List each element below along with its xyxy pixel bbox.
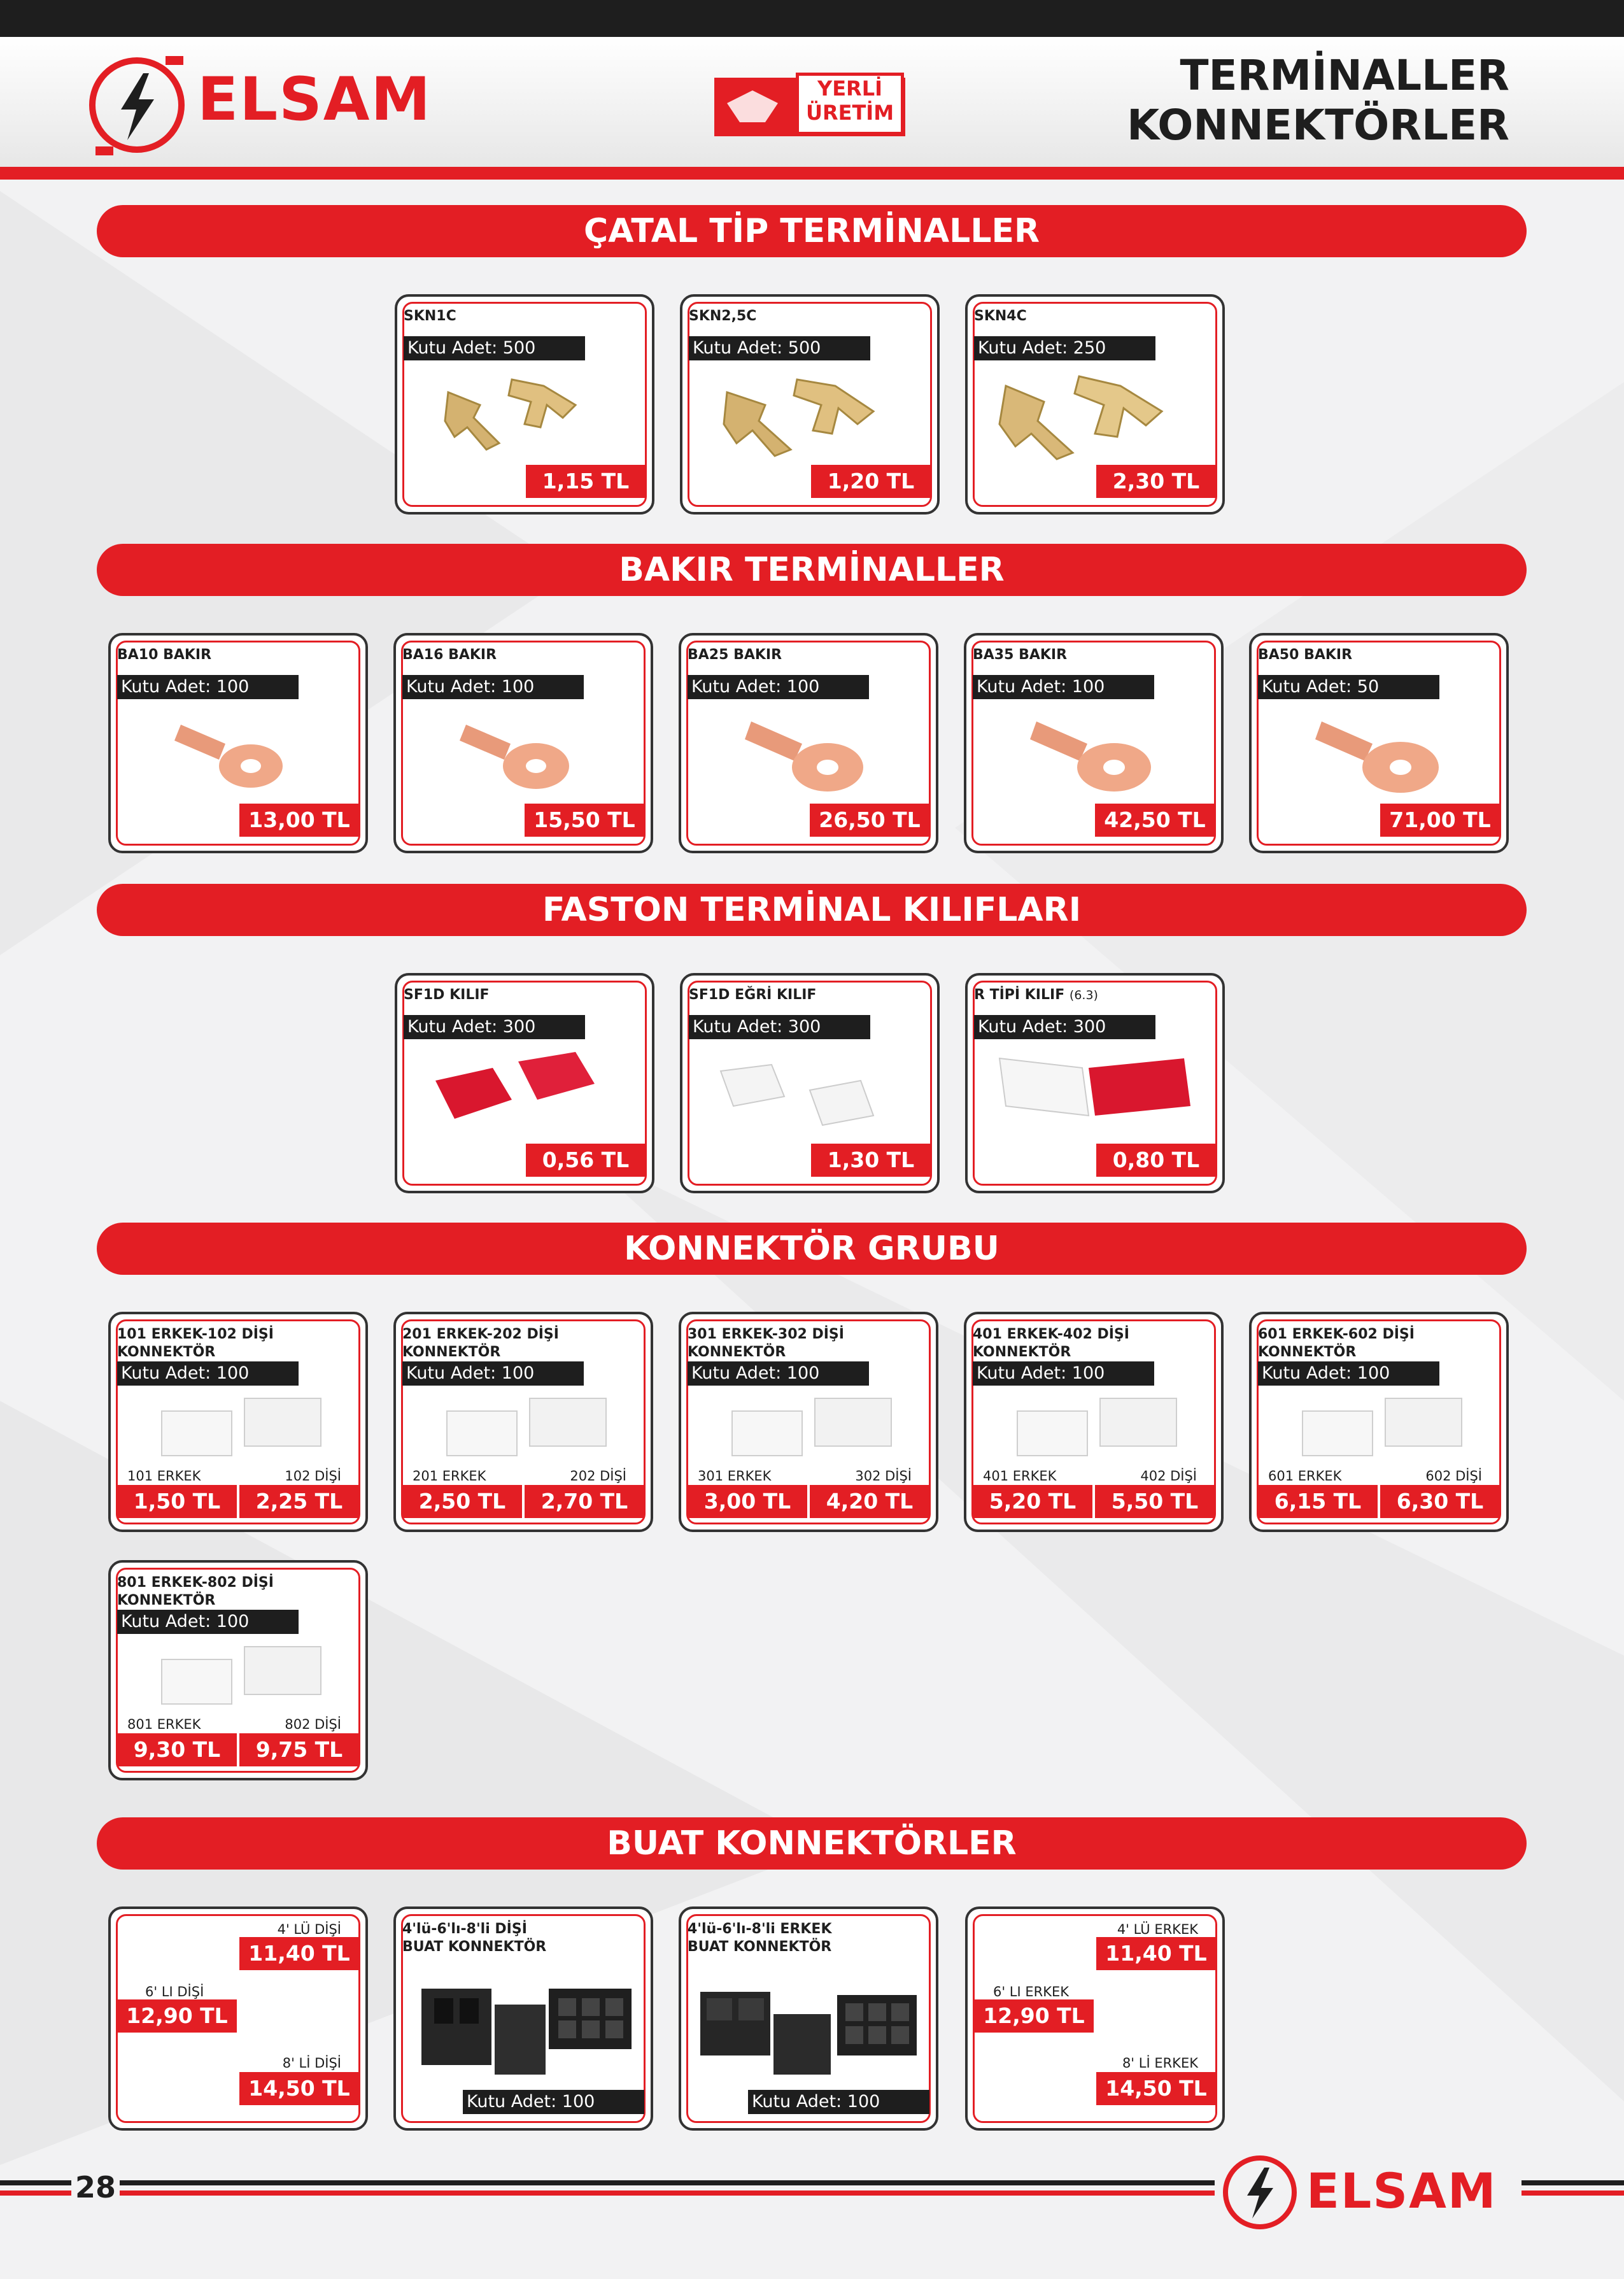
product-name: SF1D EĞRİ KILIF: [689, 987, 817, 1003]
buat-disi-6-price: 12,90 TL: [117, 1999, 237, 2033]
product-name-line1: 4'lü-6'lı-8'li DİŞİ: [402, 1921, 527, 1937]
connector-card-801-802: [108, 1560, 368, 1780]
fork-terminal-image: [708, 367, 880, 469]
box-quantity: Kutu Adet: 250: [974, 336, 1155, 360]
male-label: 801 ERKEK: [127, 1717, 201, 1732]
price-tag: 0,56 TL: [526, 1144, 646, 1177]
product-name-line2: KONNEKTÖR: [1258, 1344, 1357, 1360]
connector-card-301-302: [679, 1312, 938, 1532]
white-sleeve-image: [714, 1052, 899, 1147]
buat-erkek-price-card: [965, 1906, 1225, 2131]
box-quantity: Kutu Adet: 300: [974, 1015, 1155, 1039]
female-price: 2,70 TL: [525, 1485, 644, 1518]
brand-name: ELSAM: [197, 65, 432, 134]
female-label: 102 DİŞİ: [285, 1468, 341, 1484]
product-card-skn4c: [965, 294, 1225, 515]
product-card-ba10: [108, 633, 368, 853]
buat-erkek-product-card: [679, 1906, 938, 2131]
box-quantity: Kutu Adet: 50: [1258, 675, 1439, 699]
product-card-ba16: [393, 633, 653, 853]
footer-line-left: [0, 2180, 71, 2185]
page-title: [1127, 51, 1509, 150]
section-konnektor: KONNEKTÖR GRUBU: [97, 1223, 1527, 1275]
section-buat: BUAT KONNEKTÖRLER: [97, 1817, 1527, 1870]
box-quantity: Kutu Adet: 100: [117, 1610, 299, 1634]
header-red-stripe: [0, 167, 1624, 180]
footer-line-right: [1522, 2180, 1624, 2185]
product-name-line2: KONNEKTÖR: [117, 1593, 216, 1608]
connector-card-101-102: [108, 1312, 368, 1532]
product-card-skn1c: [395, 294, 654, 515]
footer-line-left-red: [0, 2190, 71, 2196]
white-connector-image: [719, 1392, 904, 1462]
fork-terminal-image: [435, 367, 588, 462]
product-name-line1: 401 ERKEK-402 DİŞİ: [973, 1326, 1129, 1342]
female-label: 402 DİŞİ: [1140, 1468, 1197, 1484]
black-connector-image: [415, 1976, 638, 2078]
male-label: 101 ERKEK: [127, 1468, 201, 1484]
price-tag: 13,00 TL: [239, 804, 359, 837]
section-faston: FASTON TERMİNAL KILIFLARI: [97, 884, 1527, 936]
female-label: 302 DİŞİ: [855, 1468, 912, 1484]
male-label: 201 ERKEK: [413, 1468, 486, 1484]
product-name-line2: BUAT KONNEKTÖR: [402, 1939, 547, 1955]
product-name: BA10 BAKIR: [117, 647, 212, 663]
box-quantity: Kutu Adet: 300: [689, 1015, 870, 1039]
product-name: [402, 1920, 546, 1956]
product-name: SKN1C: [404, 308, 456, 324]
product-name-line1: 301 ERKEK-302 DİŞİ: [688, 1326, 844, 1342]
lightning-logo-icon: [83, 51, 191, 159]
product-name: SF1D KILIF: [404, 987, 490, 1003]
copper-lug-image: [174, 712, 302, 801]
box-quantity: Kutu Adet: 100: [117, 1361, 299, 1386]
badge-line2: ÜRETİM: [805, 101, 894, 125]
female-label: 602 DİŞİ: [1425, 1468, 1482, 1484]
product-name: BA35 BAKIR: [973, 647, 1068, 663]
lightning-logo-icon: [1218, 2151, 1301, 2234]
red-sleeve-image: [429, 1049, 607, 1138]
female-label: 202 DİŞİ: [570, 1468, 626, 1484]
price-tag: 1,30 TL: [811, 1144, 931, 1177]
box-quantity: Kutu Adet: 100: [688, 1361, 869, 1386]
product-name-main: R TİPİ KILIF: [974, 987, 1065, 1003]
yerli-uretim-badge: [714, 65, 909, 140]
female-price: 4,20 TL: [810, 1485, 929, 1518]
box-quantity: Kutu Adet: 100: [973, 1361, 1154, 1386]
price-tag: 71,00 TL: [1380, 804, 1500, 837]
product-name: BA50 BAKIR: [1258, 647, 1353, 663]
male-price: 3,00 TL: [688, 1485, 807, 1518]
white-connector-image: [1005, 1392, 1189, 1462]
box-quantity: Kutu Adet: 500: [404, 336, 585, 360]
title-line2: KONNEKTÖRLER: [1127, 101, 1509, 150]
buat-disi-8-price: 14,50 TL: [239, 2072, 359, 2105]
black-connector-image: [694, 1979, 923, 2081]
product-name: [688, 1326, 844, 1361]
product-card-ba50: [1249, 633, 1509, 853]
copper-lug-image: [1315, 709, 1455, 804]
price-tag: 0,80 TL: [1096, 1144, 1216, 1177]
product-name: SKN2,5C: [689, 308, 757, 324]
male-label: 301 ERKEK: [698, 1468, 772, 1484]
male-price: 2,50 TL: [402, 1485, 522, 1518]
product-name-line1: 101 ERKEK-102 DİŞİ: [117, 1326, 274, 1342]
buat-disi-6-label: 6' LI DİŞİ: [145, 1984, 204, 1999]
female-price: 6,30 TL: [1380, 1485, 1500, 1518]
price-tag: 15,50 TL: [525, 804, 644, 837]
box-quantity: Kutu Adet: 100: [688, 675, 869, 699]
top-bar: [0, 0, 1624, 37]
product-name: [117, 1326, 274, 1361]
product-name: [688, 1920, 832, 1956]
buat-disi-product-card: [393, 1906, 653, 2131]
box-quantity: Kutu Adet: 100: [402, 675, 584, 699]
product-card-r-tipi-kilif: [965, 973, 1225, 1193]
white-connector-image: [149, 1640, 334, 1710]
price-tag: 1,15 TL: [526, 465, 646, 498]
section-bakir: BAKIR TERMİNALLER: [97, 544, 1527, 596]
buat-disi-4-label: 4' LÜ DİŞİ: [277, 1922, 341, 1937]
buat-erkek-4-label: 4' LÜ ERKEK: [1117, 1922, 1198, 1937]
page-number: 28: [75, 2170, 117, 2204]
product-name-line2: KONNEKTÖR: [973, 1344, 1071, 1360]
box-quantity: Kutu Adet: 100: [402, 1361, 584, 1386]
product-card-skn25c: [680, 294, 940, 515]
product-name: SKN4C: [974, 308, 1027, 324]
copper-lug-image: [460, 712, 587, 801]
footer-line-mid: [120, 2180, 1215, 2185]
product-name: [117, 1574, 274, 1610]
white-connector-image: [1290, 1392, 1474, 1462]
male-price: 9,30 TL: [117, 1733, 237, 1766]
box-quantity: Kutu Adet: 300: [404, 1015, 585, 1039]
female-price: 2,25 TL: [239, 1485, 359, 1518]
product-name: BA25 BAKIR: [688, 647, 782, 663]
product-name-line2: BUAT KONNEKTÖR: [688, 1939, 832, 1955]
product-card-sf1d-kilif: [395, 973, 654, 1193]
buat-erkek-8-price: 14,50 TL: [1096, 2072, 1216, 2105]
male-price: 1,50 TL: [117, 1485, 237, 1518]
male-price: 5,20 TL: [973, 1485, 1092, 1518]
female-price: 9,75 TL: [239, 1733, 359, 1766]
box-quantity: Kutu Adet: 100: [117, 675, 299, 699]
price-tag: 42,50 TL: [1095, 804, 1215, 837]
title-line1: TERMİNALLER: [1180, 51, 1509, 100]
product-name-line1: 601 ERKEK-602 DİŞİ: [1258, 1326, 1415, 1342]
product-card-ba35: [964, 633, 1224, 853]
product-name: [1258, 1326, 1415, 1361]
male-price: 6,15 TL: [1258, 1485, 1378, 1518]
price-tag: 1,20 TL: [811, 465, 931, 498]
footer-brand-name: ELSAM: [1306, 2162, 1497, 2219]
product-name: BA16 BAKIR: [402, 647, 497, 663]
product-name: [402, 1326, 559, 1361]
connector-card-601-602: [1249, 1312, 1509, 1532]
buat-erkek-6-label: 6' LI ERKEK: [993, 1984, 1070, 1999]
white-connector-image: [149, 1392, 334, 1462]
male-label: 601 ERKEK: [1268, 1468, 1342, 1484]
female-price: 5,50 TL: [1095, 1485, 1215, 1518]
price-tag: 26,50 TL: [810, 804, 929, 837]
buat-disi-price-card: [108, 1906, 368, 2131]
price-tag: 2,30 TL: [1096, 465, 1216, 498]
connector-card-401-402: [964, 1312, 1224, 1532]
footer-line-right-red: [1522, 2190, 1624, 2196]
copper-lug-image: [745, 709, 885, 804]
product-name-suffix: (6.3): [1069, 988, 1098, 1002]
female-label: 802 DİŞİ: [285, 1717, 341, 1732]
buat-erkek-6-price: 12,90 TL: [974, 1999, 1094, 2033]
product-name-line1: 4'lü-6'lı-8'li ERKEK: [688, 1921, 832, 1937]
footer-logo: [1218, 2151, 1497, 2236]
box-quantity: Kutu Adet: 500: [689, 336, 870, 360]
r-type-sleeve-image: [993, 1046, 1197, 1141]
box-quantity: Kutu Adet: 100: [1258, 1361, 1439, 1386]
product-name-line1: 201 ERKEK-202 DİŞİ: [402, 1326, 559, 1342]
box-quantity: Kutu Adet: 100: [748, 2090, 929, 2114]
fork-terminal-image: [987, 367, 1171, 475]
product-name: [974, 987, 1098, 1003]
section-catal: ÇATAL TİP TERMİNALLER: [97, 205, 1527, 257]
product-name-line2: KONNEKTÖR: [402, 1344, 501, 1360]
buat-disi-4-price: 11,40 TL: [239, 1937, 359, 1970]
white-connector-image: [434, 1392, 619, 1462]
product-name-line2: KONNEKTÖR: [117, 1344, 216, 1360]
copper-lug-image: [1030, 709, 1170, 804]
buat-erkek-8-label: 8' Lİ ERKEK: [1122, 2055, 1198, 2071]
male-label: 401 ERKEK: [983, 1468, 1057, 1484]
box-quantity: Kutu Adet: 100: [463, 2090, 644, 2114]
product-name-line2: KONNEKTÖR: [688, 1344, 786, 1360]
product-card-ba25: [679, 633, 938, 853]
box-quantity: Kutu Adet: 100: [973, 675, 1154, 699]
product-card-sf1d-egri-kilif: [680, 973, 940, 1193]
brand-logo: [83, 51, 432, 162]
connector-card-201-202: [393, 1312, 653, 1532]
badge-line1: YERLİ: [817, 76, 882, 101]
footer-line-mid-red: [120, 2190, 1215, 2196]
buat-disi-8-label: 8' Lİ DİŞİ: [282, 2055, 341, 2071]
product-name: [973, 1326, 1129, 1361]
product-name-line1: 801 ERKEK-802 DİŞİ: [117, 1575, 274, 1591]
buat-erkek-4-price: 11,40 TL: [1096, 1937, 1216, 1970]
